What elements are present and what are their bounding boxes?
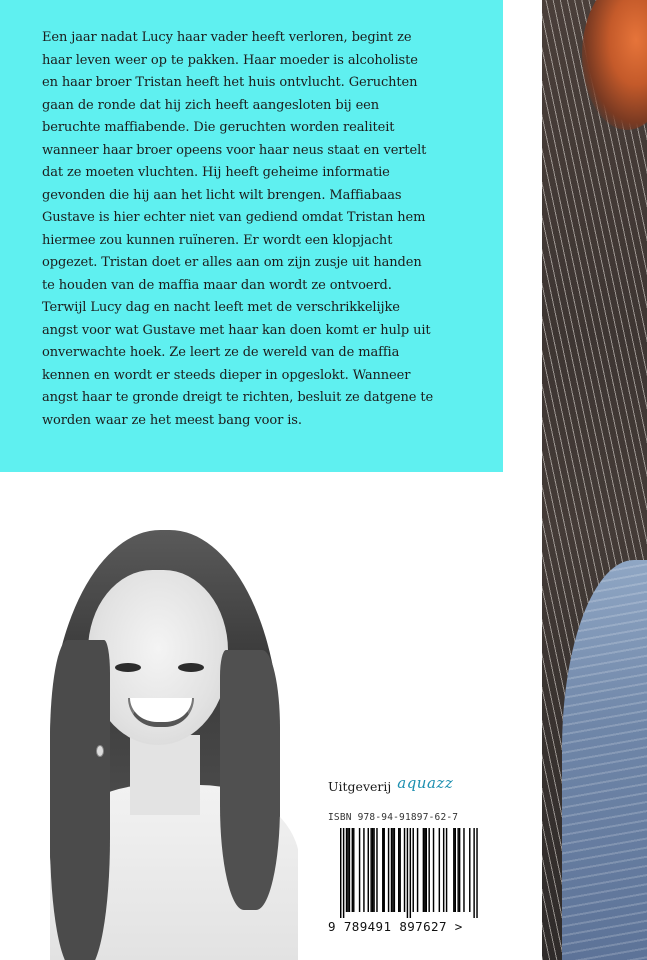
earring (96, 745, 104, 757)
barcode-bar (476, 828, 477, 918)
blurb-text (42, 27, 472, 432)
spine-cover-photo (542, 0, 647, 960)
barcode-bar (347, 828, 348, 912)
barcode-bar (424, 828, 425, 912)
publisher-logo: aquazz (397, 774, 454, 792)
author-hair-right (220, 650, 280, 910)
barcode-bar (359, 828, 360, 912)
barcode-bars (340, 828, 490, 918)
ean-digits: 9 789491 897627 > (328, 919, 463, 934)
barcode-bar (363, 828, 364, 912)
barcode-bar (410, 828, 411, 918)
barcode-bar (346, 828, 347, 912)
barcode-bar (413, 828, 414, 912)
blurb-line: dat ze moeten vluchten. Hij heeft geheime informatie (42, 165, 390, 180)
barcode-bar (392, 828, 393, 912)
barcode-bar (340, 828, 341, 918)
red-hair-detail (582, 0, 647, 130)
barcode-bar (459, 828, 460, 912)
barcode-bar (352, 828, 353, 912)
barcode-bar (473, 828, 474, 918)
barcode-bar (455, 828, 456, 912)
barcode-bar (399, 828, 400, 912)
right-eye (178, 663, 204, 672)
barcode-bar (453, 828, 454, 912)
blurb-line: angst voor wat Gustave met haar kan doen komt er hulp uit (42, 322, 431, 338)
barcode-bar (370, 828, 371, 912)
barcode-bar (343, 828, 344, 918)
barcode-bar (439, 828, 440, 912)
barcode-bar (428, 828, 429, 912)
barcode-bar (443, 828, 444, 912)
barcode-bar (423, 828, 424, 912)
blurb-line: worden waar ze het meest bang voor is. (42, 412, 302, 428)
publisher-label: Uitgeverij (328, 778, 392, 794)
blurb-line: angst haar te gronde dreigt te richten, besluit ze datgene te (42, 390, 434, 405)
blurb-line: kennen en wordt er steeds dieper in opgeslokt. Wanneer (42, 367, 411, 383)
isbn-barcode (328, 812, 498, 942)
blurb-line: te houden van de maffia maar dan wordt ze ontvoerd. (42, 277, 392, 293)
blurb-line: gaan de ronde dat hij zich heeft aangesloten bij een (42, 97, 380, 113)
barcode-bar (433, 828, 434, 912)
barcode-bar (394, 828, 395, 912)
publisher-imprint (328, 772, 453, 800)
barcode-bar (398, 828, 399, 912)
barcode-bar (382, 828, 383, 912)
blurb-line: hiermee zou kunnen ruïneren. Er wordt een klopjacht (42, 232, 393, 248)
blurb-line: beruchte maffiabende. Die geruchten worden realiteit (42, 120, 395, 135)
blurb-line: onverwachte hoek. Ze leert ze de wereld van de maffia (42, 345, 400, 360)
barcode-bar (407, 828, 408, 918)
barcode-bar (469, 828, 470, 912)
author-neck (130, 735, 200, 815)
barcode-bar (353, 828, 354, 912)
isbn-label: ISBN 978-94-91897-62-7 (328, 812, 459, 823)
jeans-detail (562, 560, 647, 960)
blurb-line: Gustave is hier echter niet van gediend omdat Tristan hem (42, 210, 426, 225)
author-photo (30, 520, 298, 960)
blurb-line: Een jaar nadat Lucy haar vader heeft verloren, begint ze (42, 30, 412, 45)
blurb-line: opgezet. Tristan doet er alles aan om zijn zusje uit handen (42, 255, 422, 270)
back-cover-blurb-panel (0, 0, 503, 472)
blurb-line: Terwijl Lucy dag en nacht leeft met de verschrikkelijke (42, 300, 400, 315)
barcode-bar (368, 828, 369, 912)
barcode-bar (417, 828, 418, 912)
barcode-bar (391, 828, 392, 912)
barcode-bar (384, 828, 385, 912)
blurb-line: en haar broer Tristan heeft het huis ontvlucht. Geruchten (42, 75, 418, 90)
barcode-bar (376, 828, 377, 912)
author-hair-left (50, 640, 110, 960)
smile (128, 698, 194, 727)
blurb-line: gevonden die hij aan het licht wilt brengen. Maffiabaas (42, 187, 402, 203)
barcode-bar (404, 828, 405, 912)
barcode-bar (426, 828, 427, 912)
barcode-bar (372, 828, 373, 912)
left-eye (115, 663, 141, 672)
blurb-line: haar leven weer op te pakken. Haar moeder is alcoholiste (42, 52, 418, 68)
barcode-bar (388, 828, 389, 912)
barcode-bar (373, 828, 374, 912)
blurb-line: wanneer haar broer opeens voor haar neus staat en vertelt (42, 142, 427, 158)
barcode-bar (463, 828, 464, 912)
barcode-bar (446, 828, 447, 912)
barcode-bar (457, 828, 458, 912)
barcode-bar (349, 828, 350, 912)
